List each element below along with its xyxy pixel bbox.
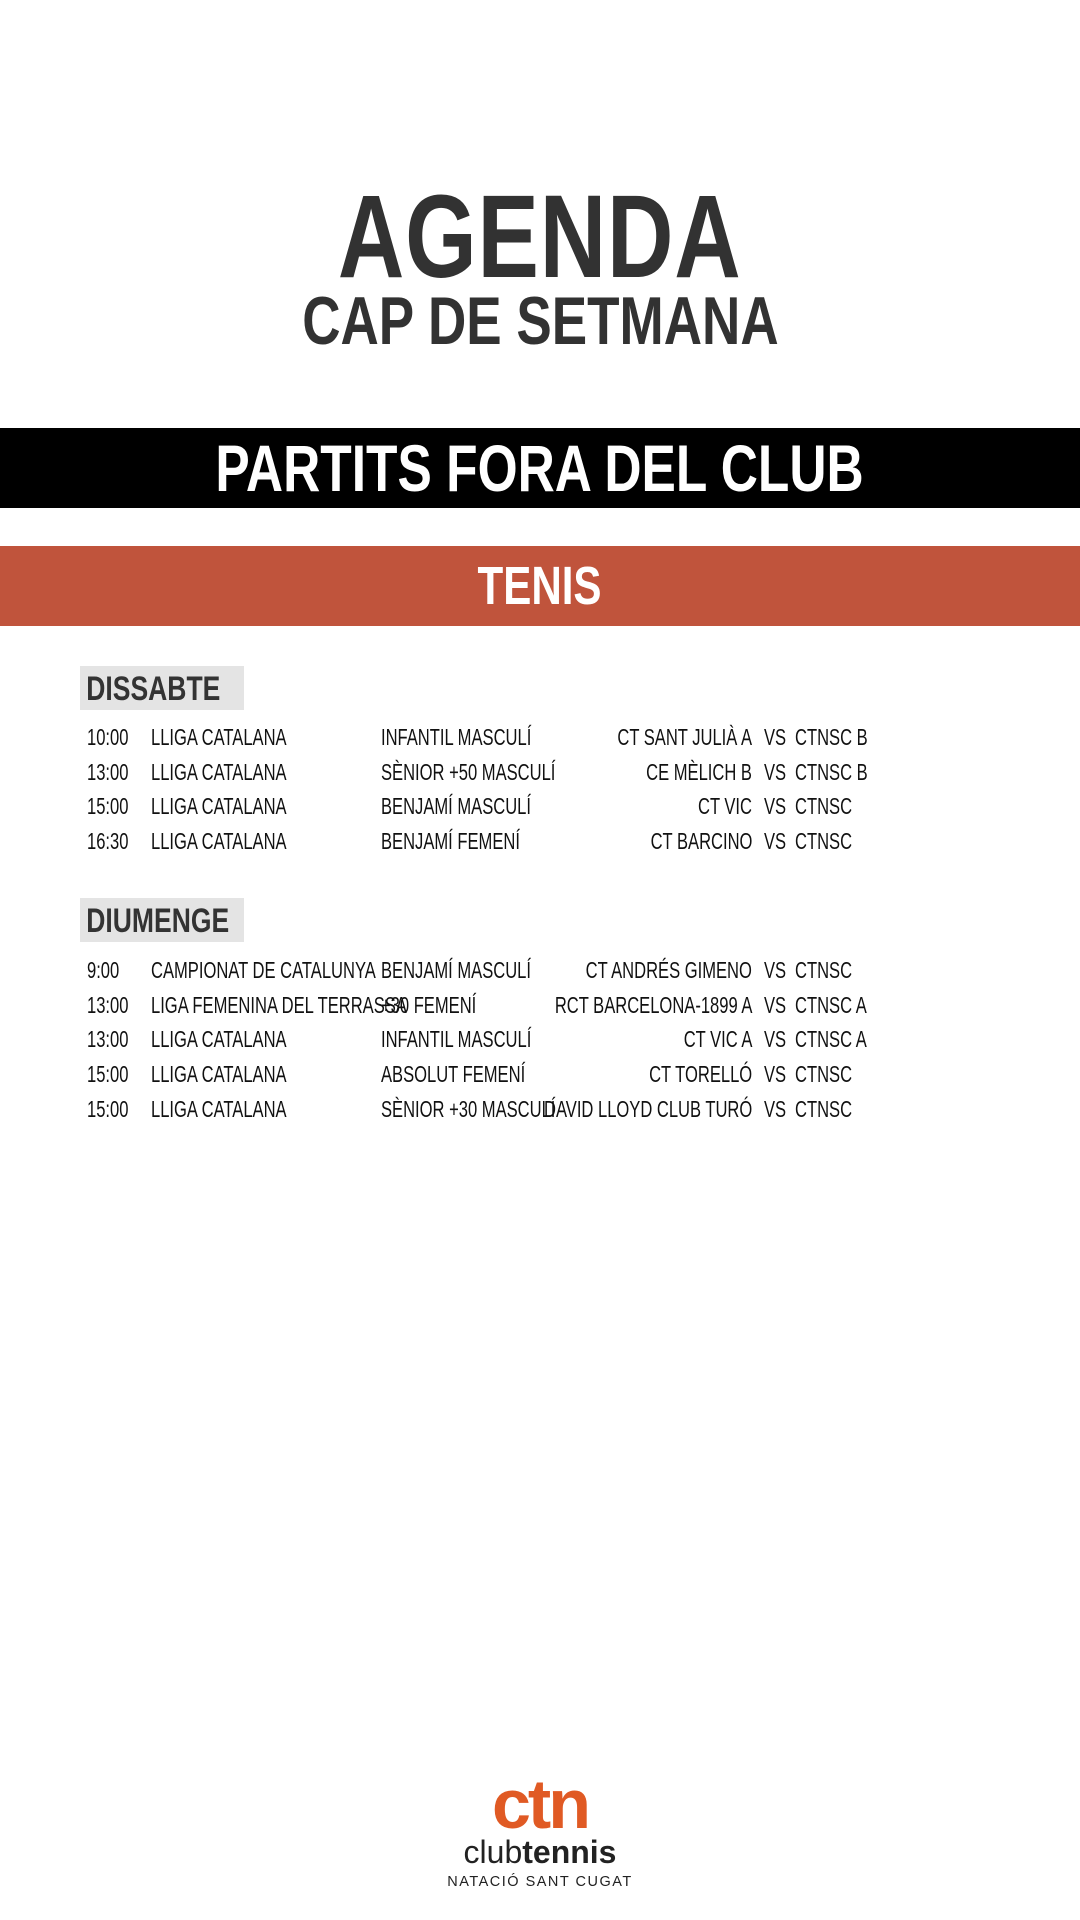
match-category: INFANTIL MASCULÍ [381,724,532,750]
match-away-team: CTNSC B [795,758,868,785]
match-time: 9:00 [87,957,120,983]
match-category: SÈNIOR +50 MASCULÍ [381,758,556,785]
match-vs: VS [764,1095,787,1122]
match-vs: VS [764,758,787,785]
match-category: BENJAMÍ FEMENÍ [381,828,520,855]
match-category: BENJAMÍ MASCULÍ [381,957,531,983]
match-time: 15:00 [87,1095,129,1122]
match-competition: LLIGA CATALANA [151,793,287,820]
saturday-match-list [0,720,1080,859]
match-away-team: CTNSC [795,1061,853,1088]
match-vs: VS [764,828,787,855]
day-label-saturday: DISSABTE [80,666,244,710]
match-home-team: CT VIC [698,793,752,820]
match-row [0,789,1080,824]
sport-section-header: TENIS [0,546,1080,626]
match-category: BENJAMÍ MASCULÍ [381,793,531,820]
match-away-team: CTNSC [795,957,853,983]
match-competition: LLIGA CATALANA [151,828,287,855]
match-time: 13:00 [87,1026,129,1053]
club-logo [440,1770,640,1890]
match-category: +30 FEMENÍ [381,991,477,1018]
match-row [0,1022,1080,1057]
match-time: 15:00 [87,1061,129,1088]
match-home-team: CT SANT JULIÀ A [617,724,752,750]
match-away-team: CTNSC B [795,724,868,750]
match-competition: LLIGA CATALANA [151,1061,287,1088]
page-subtitle: CAP DE SETMANA [301,283,779,359]
match-away-team: CTNSC [795,1095,853,1122]
match-vs: VS [764,1026,787,1053]
match-time: 15:00 [87,793,129,820]
match-home-team: CE MÈLICH B [646,758,752,785]
match-competition: LLIGA CATALANA [151,758,287,785]
match-category: ABSOLUT FEMENÍ [381,1061,526,1088]
match-home-team: DAVID LLOYD CLUB TURÓ [543,1095,752,1122]
sunday-match-list [0,953,1080,1126]
match-competition: LLIGA CATALANA [151,1026,287,1053]
match-vs: VS [764,957,787,983]
match-home-team: CT ANDRÉS GIMENO [585,957,752,983]
logo-wordmark-bold: tennis [522,1834,617,1870]
match-category: SÈNIOR +30 MASCULÍ [381,1095,556,1122]
logo-tagline: NATACIÓ SANT CUGAT [447,1874,633,1890]
match-row [0,1057,1080,1092]
logo-wordmark [464,1834,617,1870]
day-label-sunday: DIUMENGE [80,898,244,942]
match-row [0,988,1080,1023]
match-competition: LLIGA CATALANA [151,724,287,750]
match-away-team: CTNSC [795,828,853,855]
match-away-team: CTNSC A [795,991,867,1018]
match-vs: VS [764,1061,787,1088]
page-title: AGENDA [338,171,742,303]
match-time: 13:00 [87,758,129,785]
match-home-team: CT VIC A [683,1026,752,1053]
match-competition: CAMPIONAT DE CATALUNYA [151,957,376,983]
match-time: 16:30 [87,828,129,855]
match-row [0,720,1080,755]
match-time: 10:00 [87,724,129,750]
match-competition: LIGA FEMENINA DEL TERRASSA [151,991,407,1018]
match-vs: VS [764,793,787,820]
away-matches-banner: PARTITS FORA DEL CLUB [0,428,1080,508]
match-home-team: CT TORELLÓ [648,1061,752,1088]
match-row [0,824,1080,859]
match-home-team: RCT BARCELONA-1899 A [554,991,752,1018]
logo-mark: ctn [492,1770,588,1843]
match-home-team: CT BARCINO [650,828,752,855]
match-vs: VS [764,724,787,750]
match-row [0,755,1080,790]
match-vs: VS [764,991,787,1018]
club-logo-icon [440,1770,640,1890]
match-category: INFANTIL MASCULÍ [381,1026,532,1053]
match-time: 13:00 [87,991,129,1018]
match-row [0,1092,1080,1127]
match-away-team: CTNSC [795,793,853,820]
match-away-team: CTNSC A [795,1026,867,1053]
match-row [0,953,1080,988]
logo-wordmark-light: club [463,1834,523,1870]
match-competition: LLIGA CATALANA [151,1095,287,1122]
